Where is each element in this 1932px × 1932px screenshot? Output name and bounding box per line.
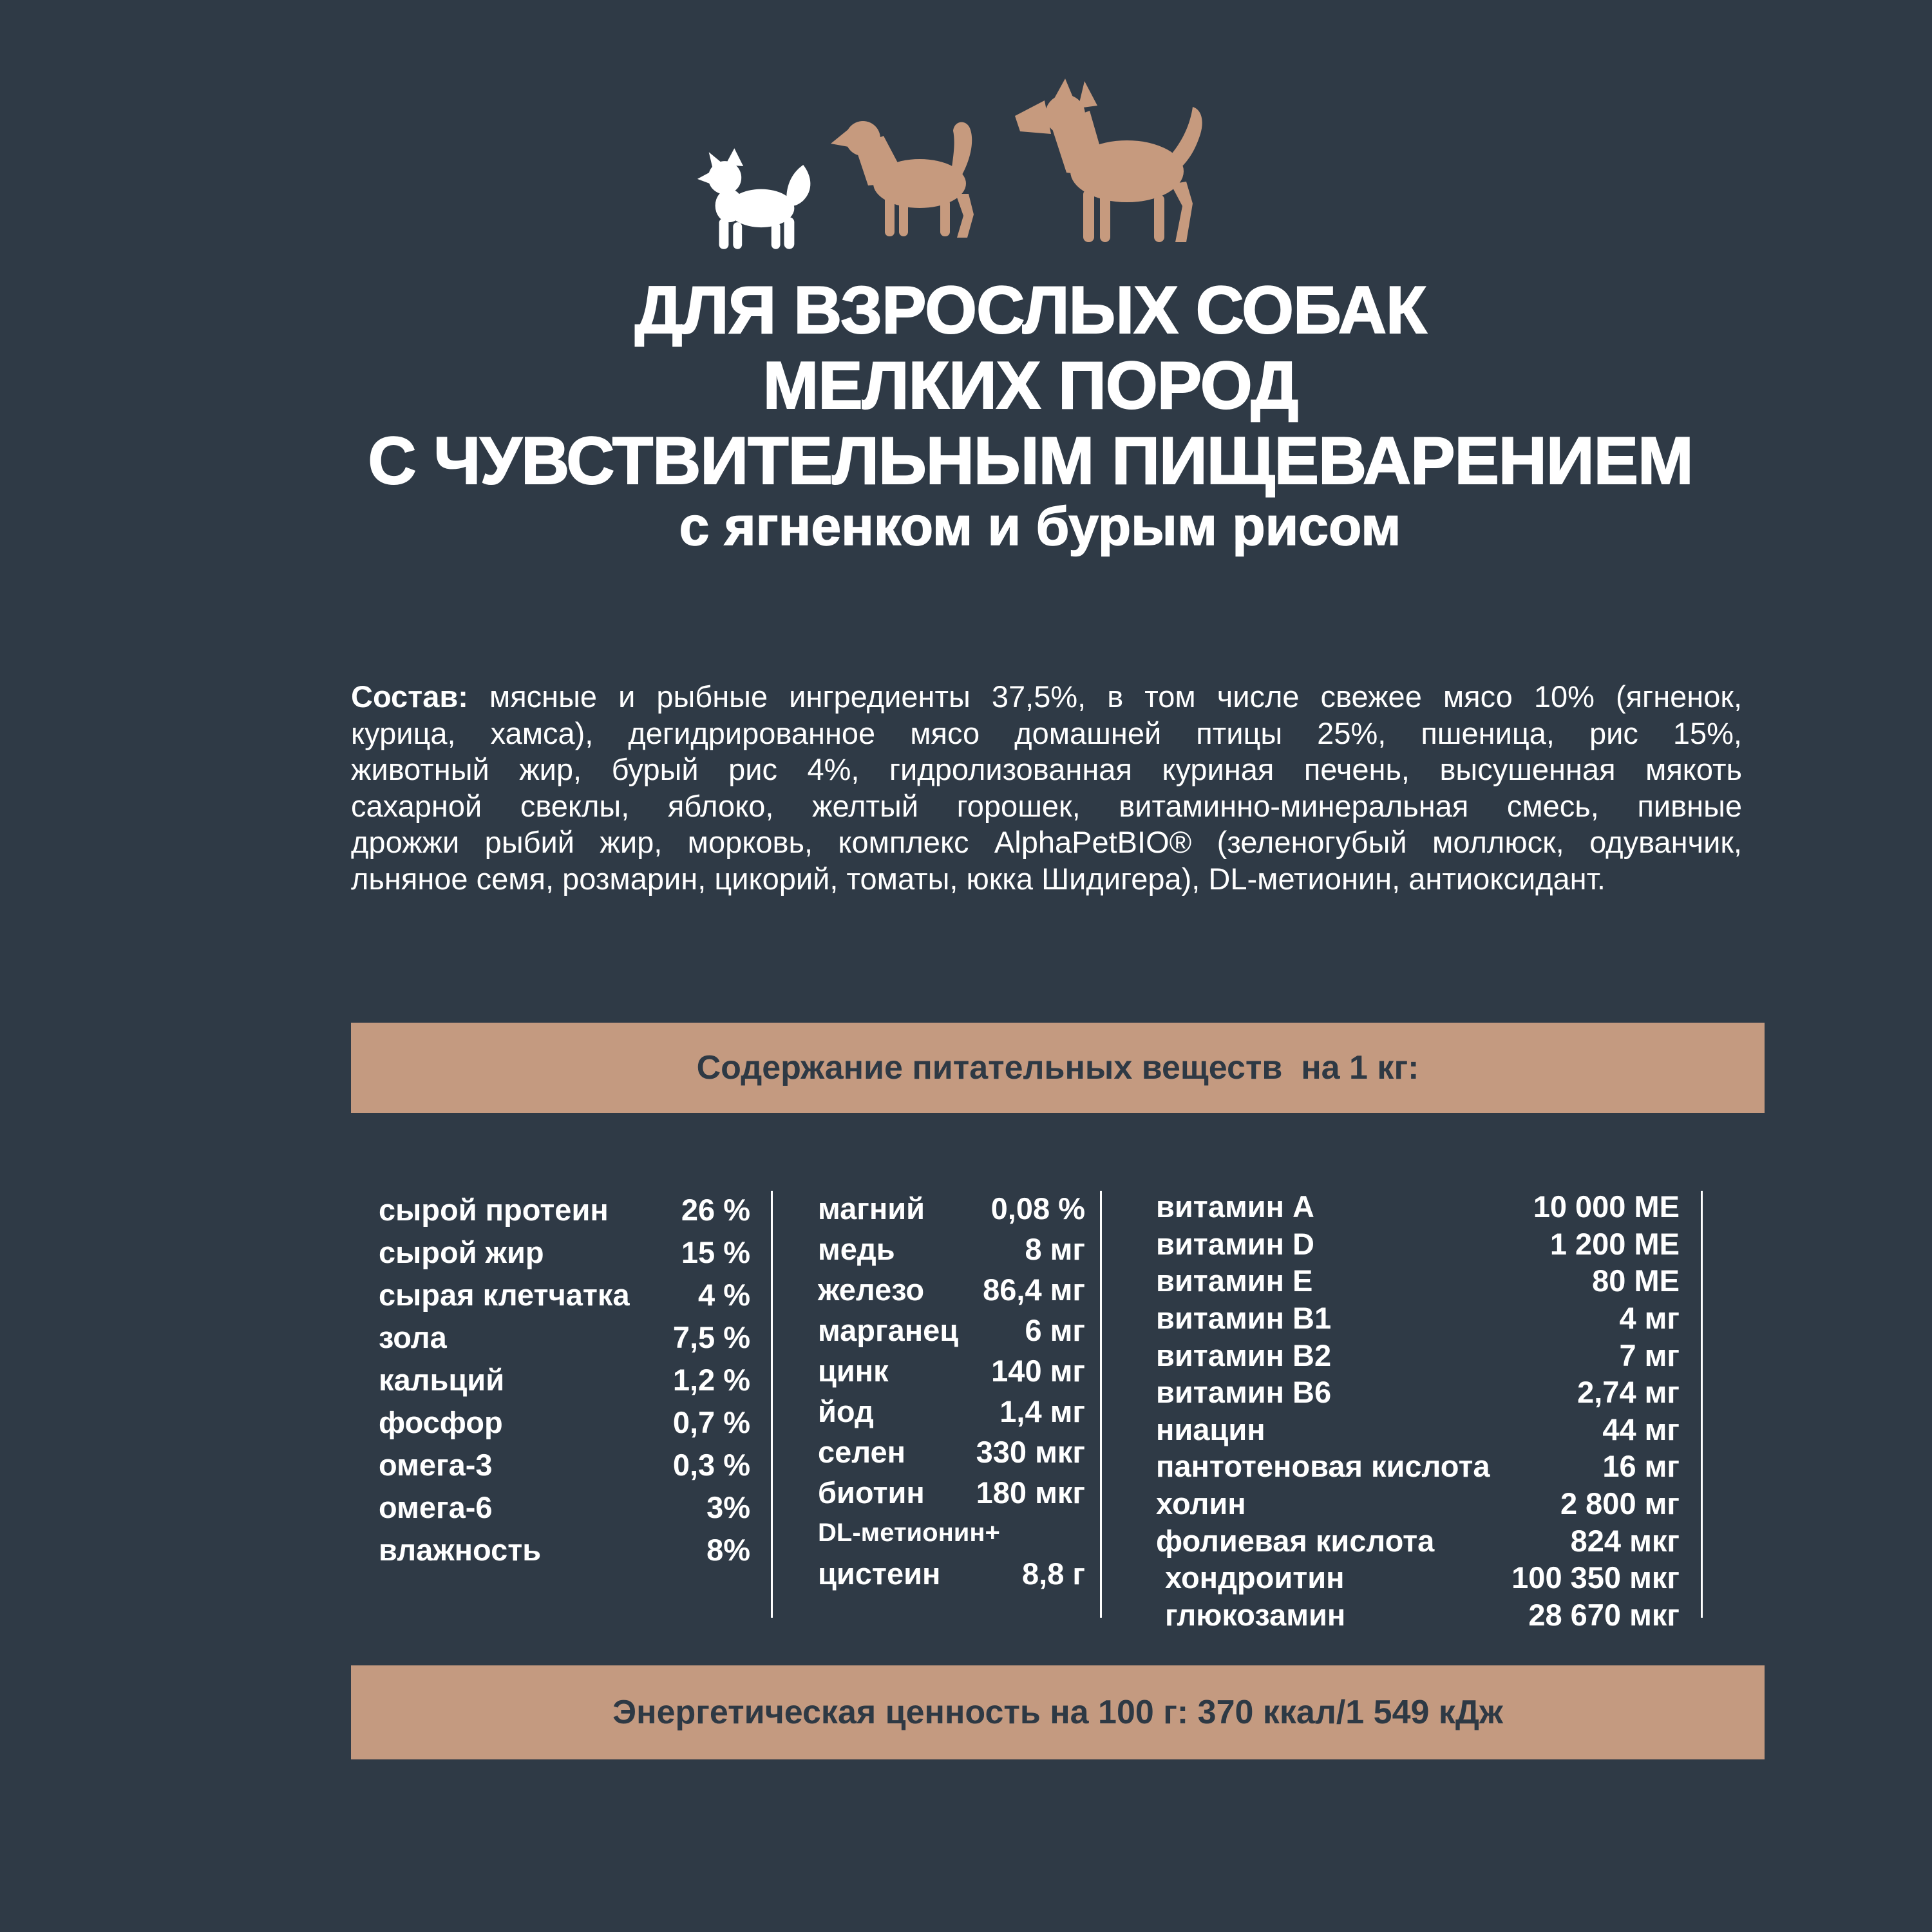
nutrient-row: витамин B1 4 мг (1156, 1301, 1680, 1336)
large-dog-icon (1011, 75, 1204, 245)
nutrient-row: медь 8 мг (818, 1232, 1085, 1266)
title-line-1: ДЛЯ ВЗРОСЛЫХ СОБАК (634, 273, 1426, 348)
nutrient-row: сырой жир 15 % (379, 1235, 750, 1269)
title-line-2: МЕЛКИХ ПОРОД (762, 348, 1298, 423)
nutrient-row: фолиевая кислота 824 мкг (1156, 1523, 1680, 1558)
composition-line: сахарной свеклы, яблоко, желтый горошек, витаминно-минеральная смесь, пивные (351, 788, 1742, 823)
nutrient-row: цистеин 8,8 г (818, 1557, 1085, 1591)
nutrient-row: йод 1,4 мг (818, 1394, 1085, 1428)
composition-line: Состав: мясные и рыбные ингредиенты 37,5%, в том числе свежее мясо 10% (ягненок, (351, 679, 1742, 714)
nutrient-row: кальций 1,2 % (379, 1362, 750, 1397)
nutrient-row: витамин B2 7 мг (1156, 1338, 1680, 1372)
composition-line: дрожжи рыбий жир, морковь, комплекс AlphaPetBIO® (зеленогубый моллюск, одуванчик, (351, 825, 1742, 860)
nutrients-column-vitamins (1156, 1188, 1680, 1633)
composition-line: курица, хамса), дегидрированное мясо домашней птицы 25%, пшеница, рис 15%, (351, 715, 1742, 750)
nutrient-row: омега-6 3% (379, 1490, 750, 1524)
nutrient-row: DL-метионин+ (818, 1519, 1000, 1547)
nutrient-row: сырая клетчатка 4 % (379, 1277, 750, 1312)
nutrient-row: фосфор 0,7 % (379, 1405, 750, 1439)
title-line-3: С ЧУВСТВИТЕЛЬНЫМ ПИЩЕВАРЕНИЕМ (368, 424, 1693, 498)
column-divider (771, 1191, 773, 1618)
product-title (129, 273, 1932, 499)
nutrient-row: витамин D 1 200 МЕ (1156, 1226, 1680, 1261)
column-divider (1100, 1191, 1102, 1618)
composition-line: льняное семя, розмарин, цикорий, томаты, юкка Шидигера), DL-метионин, антиоксидант. (351, 861, 1605, 896)
nutrient-row: цинк 140 мг (818, 1354, 1085, 1388)
small-dog-icon (690, 147, 817, 252)
nutrients-banner (351, 1023, 1765, 1113)
nutrient-row: пантотеновая кислота 16 мг (1156, 1449, 1680, 1484)
medium-dog-icon (829, 111, 997, 240)
nutrient-row: витамин E 80 МЕ (1156, 1264, 1680, 1298)
nutrient-row: селен 330 мкг (818, 1435, 1085, 1469)
nutrient-row: железо 86,4 мг (818, 1273, 1085, 1307)
nutrients-column-minerals (818, 1188, 1085, 1594)
composition-paragraph (351, 679, 1742, 898)
nutrients-column-analysis (379, 1188, 750, 1571)
energy-banner (351, 1665, 1765, 1759)
nutrient-row: витамин A 10 000 МЕ (1156, 1189, 1680, 1224)
nutrient-row: хондроитин 100 350 мкг (1165, 1560, 1680, 1595)
nutrient-row: влажность 8% (379, 1532, 750, 1567)
column-divider (1701, 1191, 1703, 1618)
nutrients-banner-text: Содержание питательных веществ на 1 кг: (696, 1049, 1419, 1086)
flavor-subtitle: с ягненком и бурым рисом (679, 496, 1401, 556)
nutrient-row: ниацин 44 мг (1156, 1412, 1680, 1446)
nutrient-row: зола 7,5 % (379, 1320, 750, 1354)
nutrient-row: биотин 180 мкг (818, 1475, 1085, 1510)
nutrient-row: магний 0,08 % (818, 1191, 1085, 1226)
composition-label: Состав: (351, 679, 468, 714)
nutrient-row: омега-3 0,3 % (379, 1447, 750, 1482)
nutrient-row: глюкозамин 28 670 мкг (1165, 1597, 1680, 1632)
composition-line: животный жир, бурый рис 4%, гидролизованная куриная печень, высушенная мякоть (351, 752, 1742, 787)
energy-banner-text: Энергетическая ценность на 100 г: 370 ккал/1 549 кДж (612, 1694, 1503, 1731)
nutrient-row: сырой протеин 26 % (379, 1192, 750, 1227)
nutrient-row: витамин B6 2,74 мг (1156, 1375, 1680, 1410)
nutrient-row: марганец 6 мг (818, 1313, 1085, 1347)
nutrient-row: холин 2 800 мг (1156, 1486, 1680, 1521)
